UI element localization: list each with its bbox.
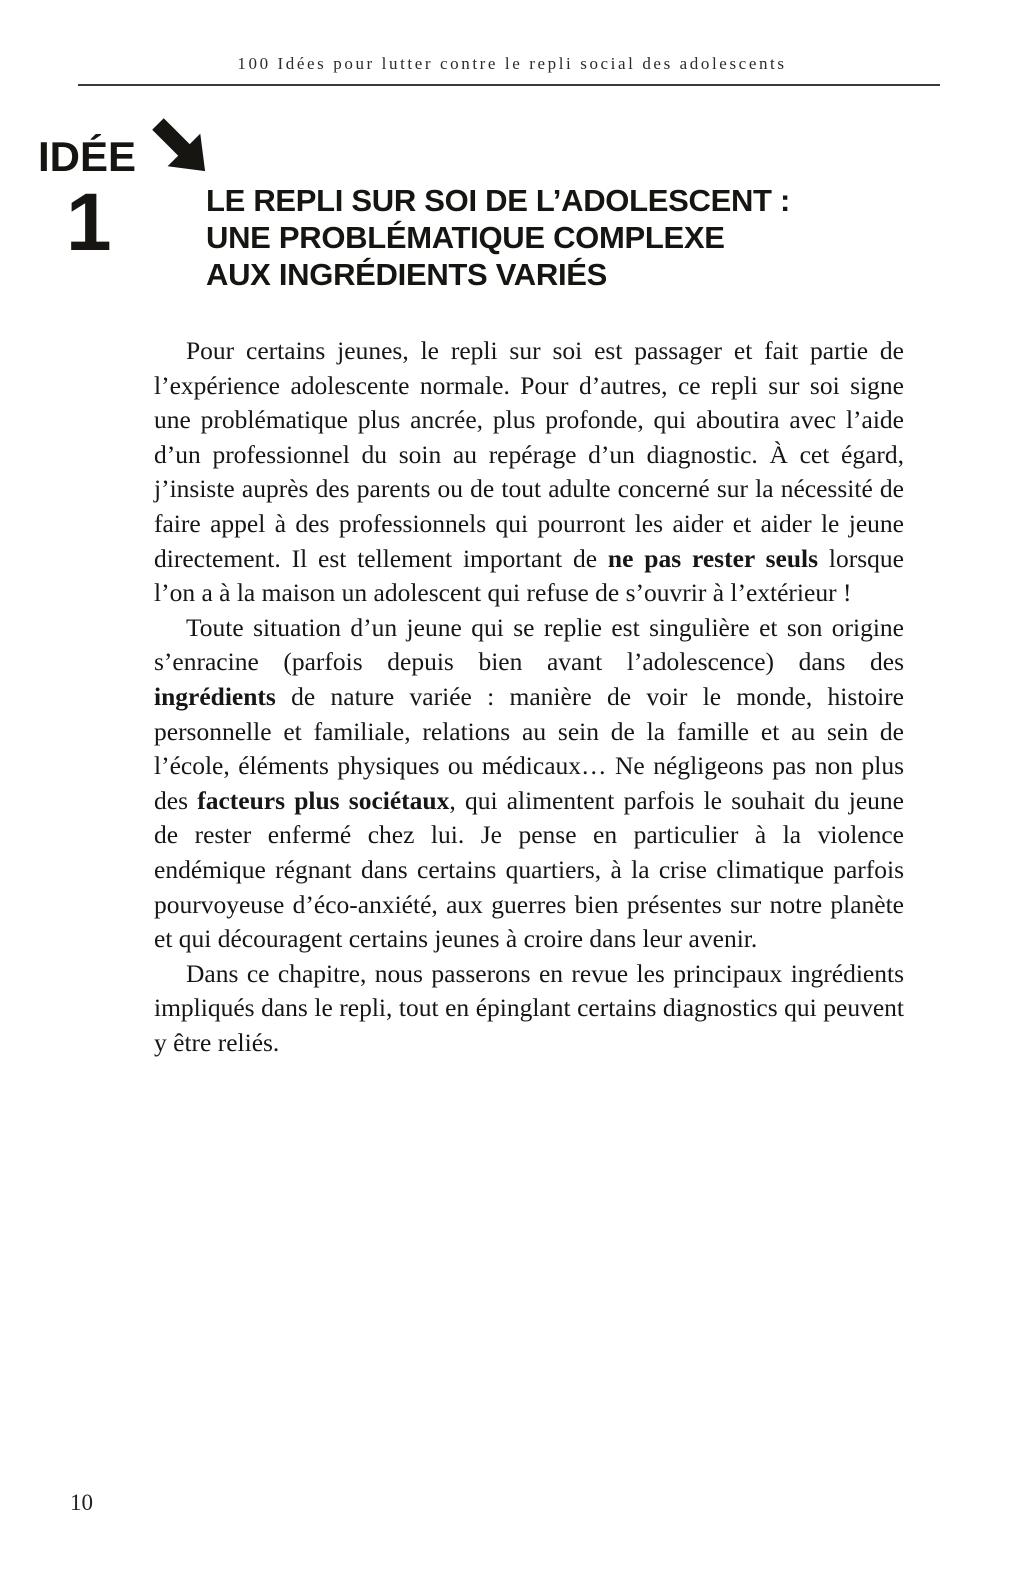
body-text [154, 334, 904, 1060]
text-run: Toute situation d’un jeune qui se replie est singulière et son origine s’enracine (parfois depuis bien avant l’adolescence) dans des [154, 612, 904, 677]
bold-text-run: ne pas rester seuls [607, 543, 819, 573]
idea-number: 1 [66, 177, 112, 268]
chapter-title-line: LE REPLI SUR SOI DE L’ADOLESCENT : [206, 183, 791, 218]
running-header: 100 Idées pour lutter contre le repli social des adolescents [237, 54, 787, 73]
text-run: lorsque l’on a à la maison un adolescent qui refuse de s’ouvrir à l’extérieur ! [154, 543, 904, 608]
paragraph [154, 334, 904, 611]
idea-label: IDÉE [38, 133, 137, 180]
text-run: , qui alimentent parfois le souhait du jeune de rester enfermé chez lui. Je pense en particulier à la violence endémique régnant dans certains quartiers, à la crise climatique parfois pourvoyeuse d’éco-anxiété, aux guerres bien présentes sur notre planète et qui découragent certains jeunes à croire dans leur avenir. [154, 785, 904, 954]
bold-text-run: facteurs plus sociétaux [197, 785, 450, 815]
chapter-title-line: AUX INGRÉDIENTS VARIÉS [206, 257, 608, 292]
text-run: Pour certains jeunes, le repli sur soi est passager et fait partie de l’expérience adolescente normale. Pour d’autres, ce repli sur soi signe une problématique plus ancrée, plus profonde, qui aboutira avec l’aide d’un professionnel du soin au repérage d’un diagnostic. À cet égard, j’insiste auprès des parents ou de tout adulte concerné sur la nécessité de faire appel à des professionnels qui pourront les aider et aider le jeune directement. Il est tellement important de [154, 336, 904, 573]
page-number: 10 [70, 1490, 93, 1515]
paragraph [154, 611, 904, 957]
text-run: Dans ce chapitre, nous passerons en revue les principaux ingrédients impliqués dans le repli, tout en épinglant certains diagnostics qui peuvent y être reliés. [154, 958, 904, 1057]
paragraph [154, 957, 904, 1061]
header-rule [78, 84, 940, 86]
chapter-title [206, 182, 886, 293]
bold-text-run: ingrédients [154, 681, 276, 711]
chapter-title-line: UNE PROBLÉMATIQUE COMPLEXE [206, 220, 725, 255]
text-run: de nature variée : manière de voir le monde, histoire personnelle et familiale, relations au sein de la famille et au sein de l’école, éléments physiques ou médicaux… Ne négligeons pas non plus des [154, 681, 904, 815]
arrow-down-right-icon [148, 114, 216, 182]
